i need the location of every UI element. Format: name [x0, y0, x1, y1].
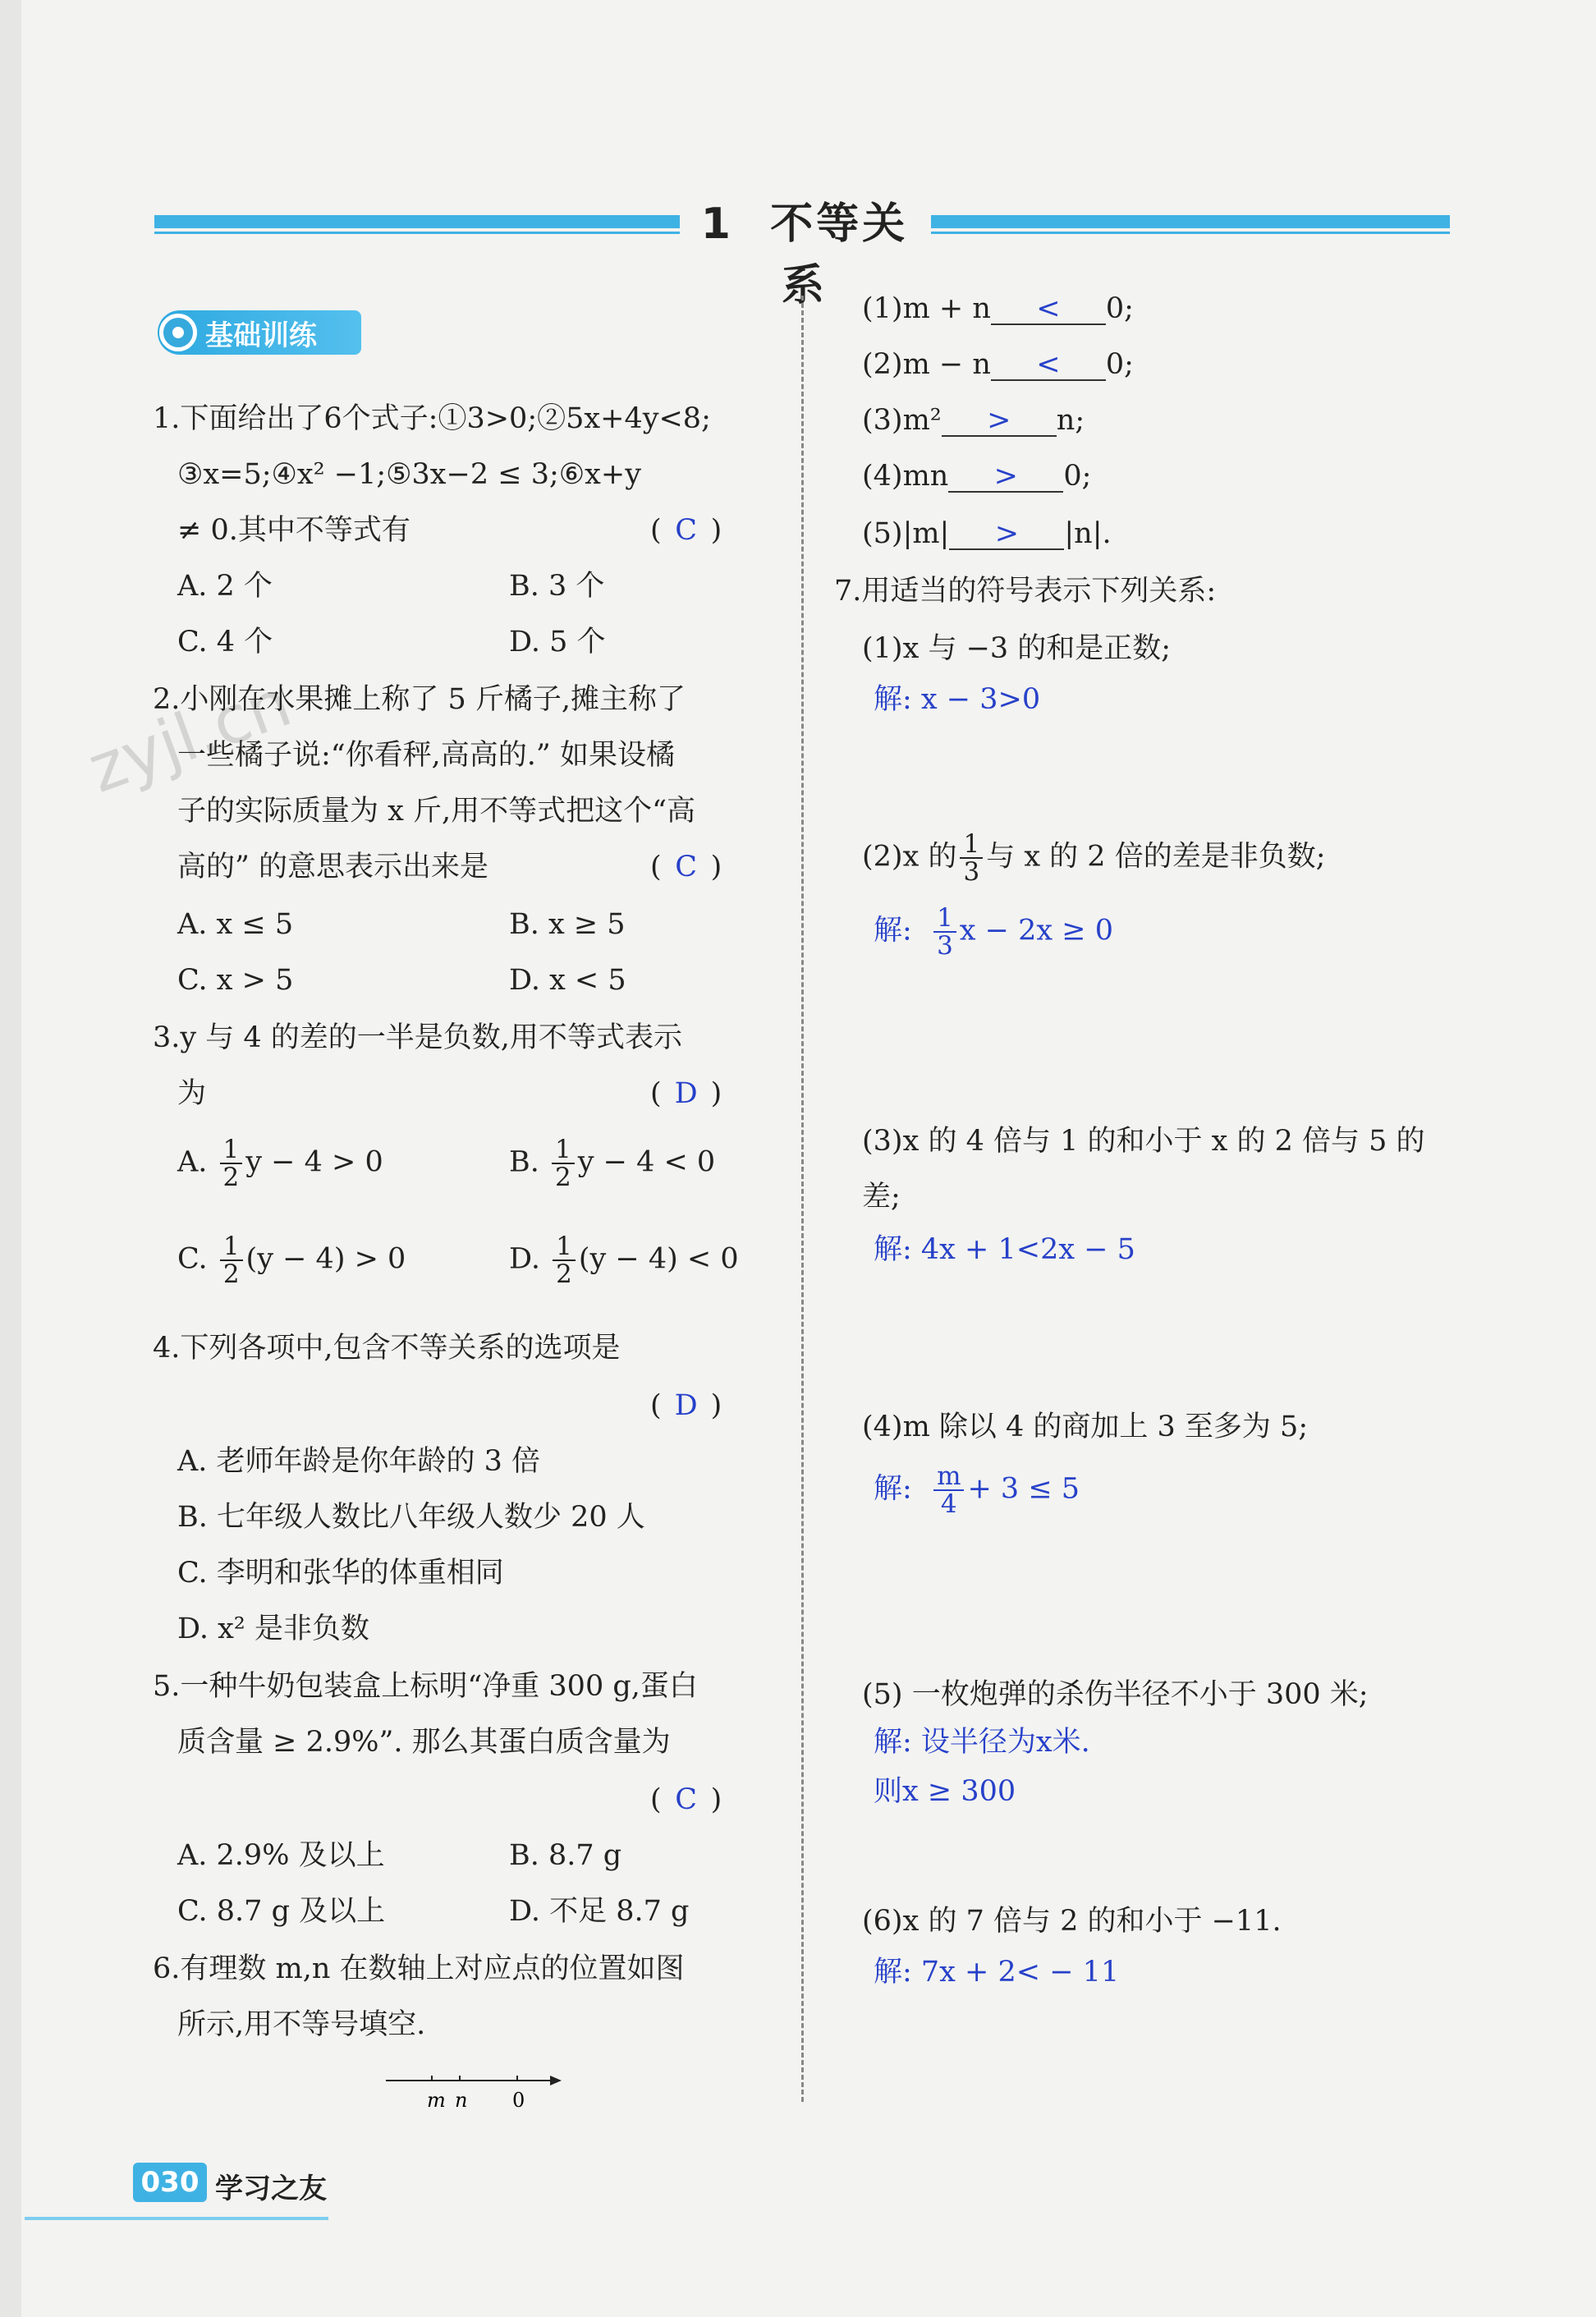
- title-bar-right: [931, 215, 1450, 228]
- q5-line1: 5.一种牛奶包装盒上标明“净重 300 g,蛋白: [153, 1670, 698, 1703]
- q7-part3-solution: 解: 4x + 1<2x − 5: [874, 1233, 1135, 1266]
- q3-option-d: D. $\frac{1}{2}$ (y − 4) < 0: [509, 1232, 739, 1289]
- q7-part5: (5) 一枚炮弹的杀伤半径不小于 300 米;: [862, 1678, 1369, 1711]
- q6-blank-3: >: [942, 406, 1057, 437]
- fraction: $\frac{1}{2}$: [220, 1233, 243, 1287]
- fraction: $\frac{m}{4}$: [933, 1463, 964, 1517]
- q1-line1: 1.下面给出了6个式子:①3>0;②5x+4y<8;: [153, 402, 711, 435]
- q1-answer: C: [675, 514, 698, 547]
- q3-option-c: C. $\frac{1}{2}$ (y − 4) > 0: [177, 1232, 406, 1289]
- q2-line4: 高的” 的意思表示出来是: [177, 851, 489, 883]
- q2-line3: 子的实际质量为 x 斤,用不等式把这个“高: [177, 795, 696, 828]
- q4-option-d: D. x² 是非负数: [177, 1613, 369, 1645]
- q4-option-b: B. 七年级人数比八年级人数少 20 人: [177, 1501, 645, 1534]
- q1-line2: ③x=5;④x² −1;⑤3x−2 ≤ 3;⑥x+y: [177, 458, 641, 491]
- axis-label-m: m: [427, 2089, 446, 2112]
- watermark: zyjl.cn: [78, 664, 301, 808]
- q2-answer-paren: ( C ): [650, 851, 722, 883]
- q7-part6: (6)x 的 7 倍与 2 的和小于 −11.: [862, 1905, 1282, 1938]
- q3-option-a: A. $\frac{1}{2}$ y − 4 > 0: [177, 1135, 383, 1192]
- page-number: 030: [133, 2163, 207, 2202]
- q5-option-b: B. 8.7 g: [509, 1839, 622, 1872]
- q6-line2: 所示,用不等号填空.: [177, 2008, 426, 2041]
- q7-part5-solution1: 解: 设半径为x米.: [874, 1726, 1090, 1759]
- q3-option-b: B. $\frac{1}{2}$ y − 4 < 0: [509, 1135, 716, 1192]
- q2-answer: C: [675, 851, 698, 883]
- fraction: $\frac{1}{2}$: [220, 1136, 243, 1191]
- q7-part1: (1)x 与 −3 的和是正数;: [862, 632, 1172, 665]
- fraction: $\frac{1}{2}$: [552, 1136, 575, 1191]
- q1-option-b: B. 3 个: [509, 570, 605, 603]
- q5-answer-paren: ( C ): [650, 1783, 722, 1816]
- q4-option-a: A. 老师年龄是你年龄的 3 倍: [177, 1445, 541, 1478]
- q1-option-c: C. 4 个: [177, 626, 273, 658]
- q2-line2: 一些橘子说:“你看秤,高高的.” 如果设橘: [177, 739, 675, 772]
- q7-part5-solution2: 则x ≥ 300: [874, 1775, 1016, 1808]
- q7-part6-solution: 解: 7x + 2< − 11: [874, 1956, 1120, 1989]
- q1-answer-paren: ( C ): [650, 514, 722, 547]
- q6-item-2: (2)m − n < 0;: [862, 348, 1134, 381]
- title-number: 1: [700, 200, 734, 249]
- title-text: 不等关系: [770, 200, 909, 310]
- q4-answer-paren: ( D ): [650, 1389, 722, 1422]
- q4-line1: 4.下列各项中,包含不等关系的选项是: [153, 1332, 621, 1365]
- q4-option-c: C. 李明和张华的体重相同: [177, 1557, 504, 1590]
- section-label: 基础训练: [205, 319, 317, 352]
- section-badge: [158, 310, 361, 355]
- q2-option-b: B. x ≥ 5: [509, 908, 626, 941]
- q3-line1: 3.y 与 4 的差的一半是负数,用不等式表示: [153, 1021, 682, 1054]
- q2-option-c: C. x > 5: [177, 964, 294, 997]
- q6-item-3: (3)m² > n;: [862, 404, 1085, 437]
- fraction: $\frac{1}{3}$: [960, 831, 983, 885]
- title-bar-left: [154, 215, 680, 228]
- brand-name: 学习之友: [215, 2172, 327, 2205]
- q7-part2: (2)x 的 $\frac{1}{3}$ 与 x 的 2 倍的差是非负数;: [862, 829, 1326, 887]
- q3-answer-paren: ( D ): [650, 1077, 722, 1110]
- q6-blank-5: >: [949, 519, 1064, 550]
- q3-answer: D: [674, 1077, 698, 1110]
- q7-part4-solution: 解: $\frac{m}{4}$ + 3 ≤ 5: [874, 1461, 1080, 1519]
- q7-part2-solution: 解: $\frac{1}{3}$ x − 2x ≥ 0: [874, 903, 1113, 961]
- target-icon: [159, 314, 197, 351]
- q5-option-d: D. 不足 8.7 g: [509, 1895, 690, 1928]
- q2-line1: 2.小刚在水果摊上称了 5 斤橘子,摊主称了: [153, 683, 686, 716]
- q1-option-a: A. 2 个: [177, 570, 273, 603]
- q2-option-d: D. x < 5: [509, 964, 626, 997]
- fraction: $\frac{1}{3}$: [933, 905, 956, 959]
- q7-part1-solution: 解: x − 3>0: [874, 683, 1041, 716]
- q6-item-1: (1)m + n < 0;: [862, 292, 1134, 325]
- q6-blank-2: <: [991, 350, 1106, 381]
- axis-label-n: n: [455, 2089, 468, 2112]
- q1-option-d: D. 5 个: [509, 626, 606, 658]
- q6-blank-1: <: [991, 294, 1106, 325]
- q6-line1: 6.有理数 m,n 在数轴上对应点的位置如图: [153, 1952, 685, 1985]
- q2-option-a: A. x ≤ 5: [177, 908, 294, 941]
- column-divider: [801, 296, 804, 2102]
- q3-line2: 为: [177, 1077, 207, 1110]
- fraction: $\frac{1}{2}$: [553, 1233, 576, 1287]
- q4-answer: D: [674, 1389, 698, 1422]
- q6-item-4: (4)mn > 0;: [862, 460, 1092, 493]
- q5-option-c: C. 8.7 g 及以上: [177, 1895, 386, 1928]
- number-line: [386, 2069, 566, 2118]
- q5-line2: 质含量 ≥ 2.9%”. 那么其蛋白质含量为: [177, 1726, 671, 1759]
- q7-part3-line2: 差;: [862, 1181, 901, 1214]
- q5-answer: C: [675, 1783, 698, 1816]
- q6-item-5: (5)|m| > |n|.: [862, 517, 1112, 550]
- footer-rule: [25, 2217, 328, 2220]
- q7-line1: 7.用适当的符号表示下列关系:: [834, 575, 1217, 608]
- axis-label-zero: 0: [512, 2089, 525, 2112]
- q7-part4: (4)m 除以 4 的商加上 3 至多为 5;: [862, 1411, 1309, 1443]
- q5-option-a: A. 2.9% 及以上: [177, 1839, 385, 1872]
- q6-blank-4: >: [948, 461, 1063, 493]
- q1-line3: ≠ 0.其中不等式有: [177, 514, 410, 547]
- page-edge: [0, 0, 21, 2317]
- q7-part3-line1: (3)x 的 4 倍与 1 的和小于 x 的 2 倍与 5 的: [862, 1125, 1425, 1158]
